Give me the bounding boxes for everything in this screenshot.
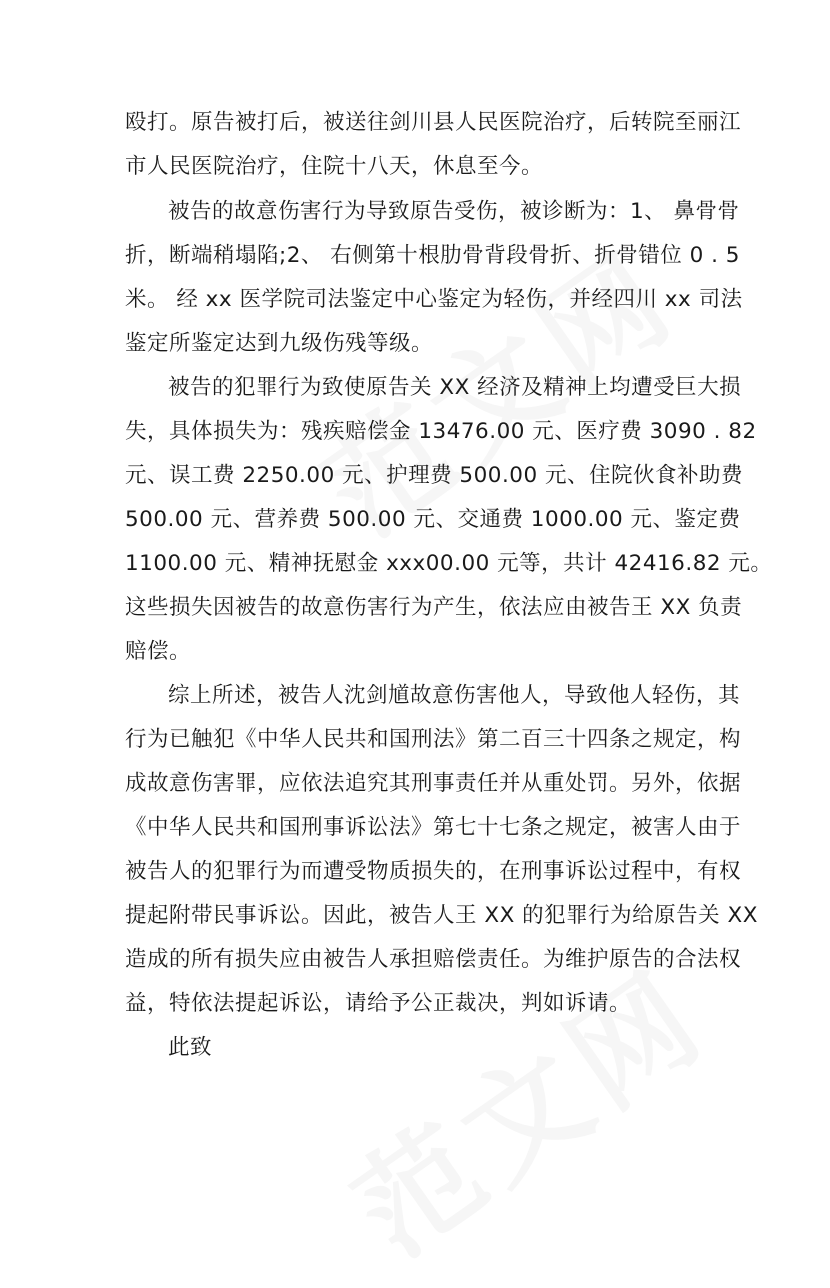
paragraph-closing: [125, 1026, 710, 1070]
text-line: 造成的所有损失应由被告人承担赔偿责任。为维护原告的合法权: [125, 947, 742, 972]
text-line: 折，断端稍塌陷;2、 右侧第十根肋骨背段骨折、折骨错位 0 . 5: [125, 243, 740, 268]
paragraph-diagnosis: [125, 190, 743, 366]
paragraph-summary: [125, 674, 758, 1026]
text-line: 这些损失因被告的故意伤害行为产生，依法应由被告王 XX 负责: [125, 595, 743, 620]
text-line: 失，具体损失为：残疾赔偿金 13476.00 元、医疗费 3090 . 82: [125, 419, 757, 444]
text-line: 成故意伤害罪，应依法追究其刑事责任并从重处罚。另外，依据: [125, 771, 742, 796]
text-line: 此致: [168, 1035, 213, 1060]
paragraph-losses: [125, 366, 773, 674]
text-line: 被告人的犯罪行为而遭受物质损失的，在刑事诉讼过程中，有权: [125, 859, 742, 884]
paragraph-continuation: [125, 101, 742, 189]
text-line: 殴打。原告被打后，被送往剑川县人民医院治疗，后转院至丽江: [125, 110, 742, 135]
text-line: 市人民医院治疗，住院十八天，休息至今。: [125, 154, 544, 179]
text-line: 提起附带民事诉讼。因此，被告人王 XX 的犯罪行为给原告关 XX: [125, 903, 758, 928]
text-line: 1100.00 元、精神抚慰金 xxx00.00 元等，共计 42416.82 元。: [125, 551, 773, 576]
text-line: 被告的故意伤害行为导致原告受伤，被诊断为：1、 鼻骨骨: [168, 199, 740, 224]
text-line: 鉴定所鉴定达到九级伤残等级。: [125, 331, 434, 356]
text-line: 米。 经 xx 医学院司法鉴定中心鉴定为轻伤，并经四川 xx 司法: [125, 287, 743, 312]
text-line: 综上所述，被告人沈剑馗故意伤害他人，导致他人轻伤，其: [168, 683, 741, 708]
text-line: 500.00 元、营养费 500.00 元、交通费 1000.00 元、鉴定费: [125, 507, 741, 532]
text-line: 行为已触犯《中华人民共和国刑法》第二百三十四条之规定，构: [125, 727, 742, 752]
text-line: 元、误工费 2250.00 元、护理费 500.00 元、住院伙食补助费: [125, 463, 743, 488]
text-line: 益，特依法提起诉讼，请给予公正裁决，判如诉请。: [125, 991, 632, 1016]
text-line: 被告的犯罪行为致使原告关 XX 经济及精神上均遭受巨大损: [168, 375, 742, 400]
text-line: 赔偿。: [125, 639, 192, 664]
text-line: 《中华人民共和国刑事诉讼法》第七十七条之规定，被害人由于: [125, 815, 742, 840]
